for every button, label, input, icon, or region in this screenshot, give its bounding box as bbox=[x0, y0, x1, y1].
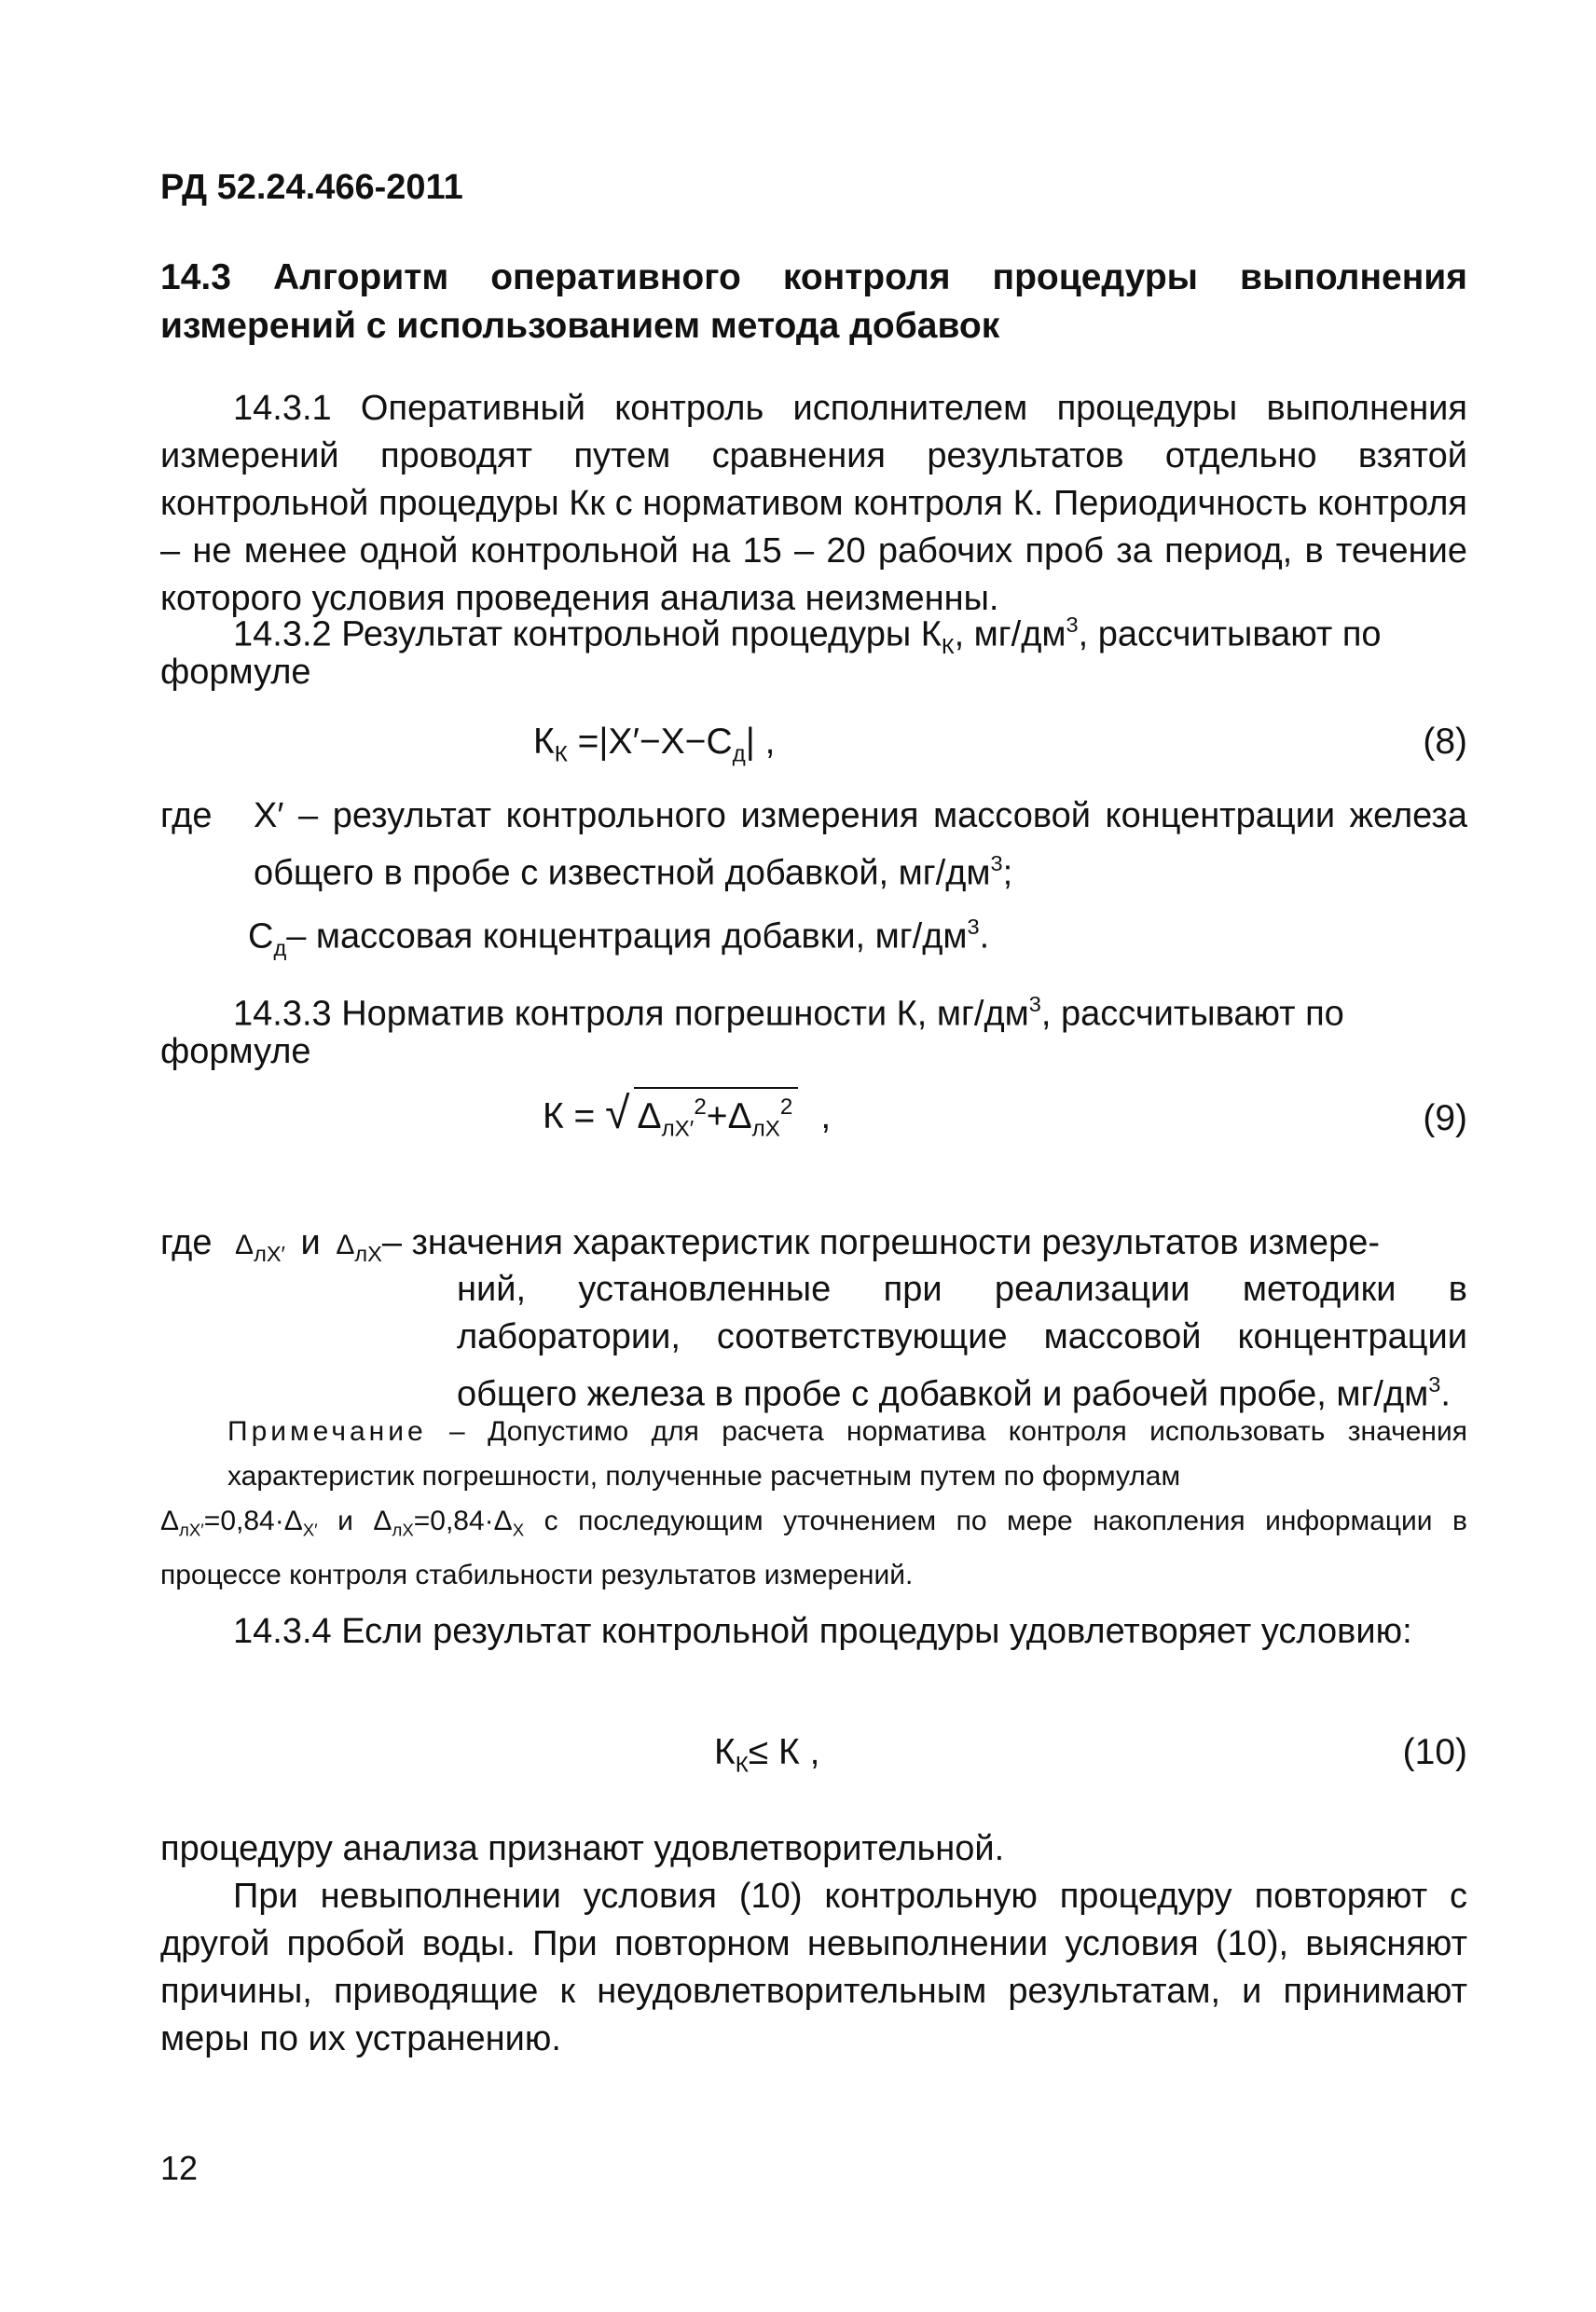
section-heading: 14.3 Алгоритм оперативного контроля процедуры выполнения измерений с использованием метода добавок bbox=[160, 257, 1467, 346]
equation-number-8: (8) bbox=[1423, 722, 1467, 762]
paragraph-14-3-3 bbox=[233, 981, 1467, 1039]
p3-lead: 14.3.3 Норматив контроля погрешности К, мг/дм bbox=[233, 994, 1029, 1034]
x-def-tail: ; bbox=[1002, 853, 1013, 893]
w9-and: и bbox=[300, 1223, 321, 1262]
f9-sub-2: лX bbox=[751, 1116, 780, 1142]
where-row-x bbox=[160, 792, 1467, 898]
note-sub-lx-prime: лX′ bbox=[179, 1520, 204, 1540]
note-text-1: – Допустимо для расчета норматива контроля использовать значения характеристик погрешности, полученные расчетным путем по формулам bbox=[227, 1416, 1467, 1492]
f8-rhs-sub: д bbox=[732, 741, 746, 767]
sqrt-sign: √ bbox=[605, 1088, 630, 1138]
where-row-cd bbox=[248, 903, 1467, 972]
cd-sub: д bbox=[273, 935, 287, 960]
f8-rhs-open: =|X′−X−C bbox=[567, 722, 733, 762]
f10-rhs: ≤ К , bbox=[748, 1732, 820, 1772]
f9-exp-1: 2 bbox=[694, 1094, 707, 1120]
f10-lhs-sub: К bbox=[735, 1752, 749, 1778]
cd-sup: 3 bbox=[967, 914, 980, 939]
p3-sup: 3 bbox=[1028, 992, 1041, 1016]
cd-tail: . bbox=[979, 916, 990, 956]
x-def-sup: 3 bbox=[990, 851, 1003, 875]
radicand bbox=[634, 1087, 799, 1142]
note-delta-3: Δ bbox=[373, 1506, 392, 1536]
where9-definition-body bbox=[457, 1266, 1467, 1419]
x-definition: – результат контрольного измерения массовой концентрации железа общего в пробе с известной добавкой, мг/дм bbox=[254, 796, 1467, 893]
f10-lhs: К bbox=[714, 1732, 736, 1772]
note-label: Примечание bbox=[227, 1416, 427, 1447]
paragraph-14-3-2 bbox=[233, 601, 1467, 670]
p2-after: , рассчитывают по bbox=[1078, 614, 1382, 654]
f9-delta-1: Δ bbox=[637, 1095, 662, 1136]
f9-lhs: К = bbox=[543, 1095, 606, 1136]
equation-number-9: (9) bbox=[1423, 1098, 1467, 1138]
note-sub-lx: лX bbox=[392, 1520, 414, 1540]
note-sub-x-prime: X′ bbox=[302, 1520, 318, 1540]
p2-lead-sub: К bbox=[941, 633, 955, 658]
paragraph-14-3-1: 14.3.1 Оперативный контроль исполнителем процедуры выполнения измерений проводят путем сравнения результатов отдельно взятой контрольной процедуры Кк с нормативом контроля К. Периодичность контроля – не менее одной контрольной на 15 – 20 рабочих проб за период, в течение которого условия проведения анализа неизменны. bbox=[160, 389, 1467, 618]
cd-symbol: C bbox=[248, 916, 274, 956]
w9-def-body: ний, установленные при реализации методики в лаборатории, соответствующие массовой концентрации общего железа в пробе с добавкой и рабочей пробе, мг/дм bbox=[457, 1270, 1467, 1414]
where-block-8 bbox=[160, 792, 1467, 971]
p2-lead: 14.3.2 Результат контрольной процедуры К bbox=[233, 614, 942, 654]
paragraph-14-3-2-line2: формуле bbox=[160, 653, 311, 692]
p3-after: , рассчитывают по bbox=[1040, 994, 1344, 1034]
f9-comma: , bbox=[820, 1095, 832, 1136]
page-number: 12 bbox=[160, 2149, 199, 2187]
document-code: РД 52.24.466-2011 bbox=[160, 168, 463, 207]
w9-sub-1: лX′ bbox=[254, 1242, 285, 1267]
note-block bbox=[227, 1410, 1467, 1499]
note-delta-2: Δ bbox=[283, 1506, 303, 1536]
where-prefix: где bbox=[160, 796, 213, 835]
note-eq-2: =0,84· bbox=[413, 1506, 494, 1536]
formula-9 bbox=[543, 1087, 831, 1142]
formula-10 bbox=[714, 1732, 819, 1778]
note-text-2: с последующим уточнением по мере накопления информации в процессе контроля стабильности результатов измерений. bbox=[160, 1506, 1467, 1590]
f8-rhs-close: | , bbox=[745, 722, 776, 762]
f9-plus: + bbox=[706, 1095, 728, 1136]
w9-delta-2: Δ bbox=[336, 1230, 355, 1260]
equation-number-10: (10) bbox=[1402, 1732, 1467, 1772]
f8-lhs: К bbox=[533, 722, 555, 762]
cd-definition: – массовая концентрация добавки, мг/дм bbox=[286, 916, 968, 956]
paragraph-14-3-4: 14.3.4 Если результат контрольной процедуры удовлетворяет условию: bbox=[233, 1612, 1412, 1651]
note-formulas-line bbox=[160, 1499, 1467, 1598]
f9-sub-1: лX′ bbox=[661, 1116, 695, 1142]
paragraph-failure: При невыполнении условия (10) контрольную процедуру повторяют с другой пробой воды. При повторном невыполнении условия (10), выясняют причины, приводящие к неудовлетворительным результатам, и принимают меры по их устранению. bbox=[160, 1877, 1467, 2058]
where-x-definition-wrap bbox=[254, 792, 1467, 898]
where9-prefix: где bbox=[160, 1223, 213, 1262]
x-symbol: X′ bbox=[254, 796, 284, 835]
f8-lhs-sub: К bbox=[554, 741, 568, 767]
formula-8 bbox=[533, 722, 776, 767]
conclusion-line: процедуру анализа признают удовлетворительной. bbox=[160, 1829, 1005, 1868]
p2-sup: 3 bbox=[1066, 612, 1079, 637]
w9-def-tail: . bbox=[1440, 1374, 1451, 1414]
p2-lead-tail: , мг/дм bbox=[954, 614, 1066, 654]
f9-exp-2: 2 bbox=[779, 1094, 793, 1120]
note-eq-1: =0,84· bbox=[203, 1506, 284, 1536]
f9-delta-2: Δ bbox=[727, 1095, 752, 1136]
note-and: и bbox=[317, 1506, 374, 1536]
note-sub-x: X bbox=[512, 1520, 525, 1540]
note-delta-4: Δ bbox=[493, 1506, 513, 1536]
w9-delta-1: Δ bbox=[235, 1230, 255, 1260]
note-delta-1: Δ bbox=[160, 1506, 180, 1536]
w9-def-start: – значения характеристик погрешности результатов измере- bbox=[381, 1223, 1380, 1262]
w9-sub-2: лX bbox=[354, 1242, 382, 1267]
w9-sup: 3 bbox=[1428, 1372, 1441, 1397]
paragraph-14-3-3-line2: формуле bbox=[160, 1032, 311, 1071]
